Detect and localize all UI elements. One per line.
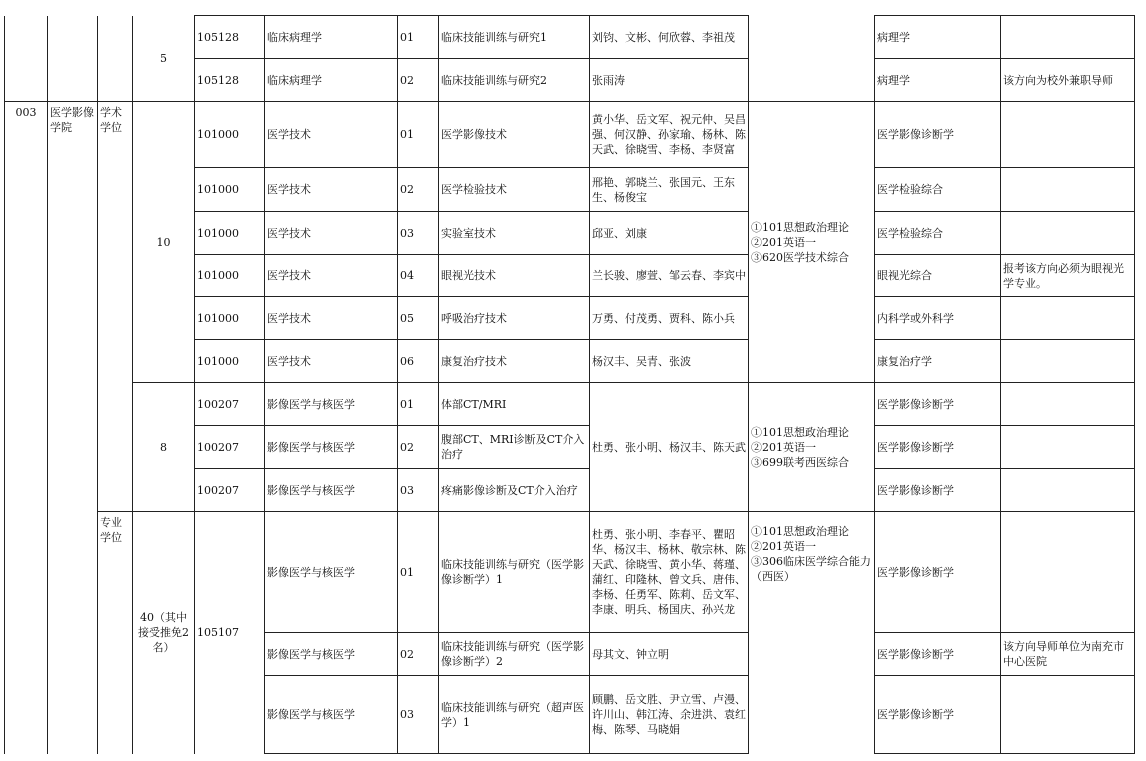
- direction-name: 临床技能训练与研究（超声医学）1: [439, 676, 590, 754]
- quota-cell: 10: [133, 102, 195, 383]
- tutors: 万勇、付茂勇、贾科、陈小兵: [590, 297, 749, 340]
- tutors: 邱亚、刘康: [590, 212, 749, 255]
- major-name: 医学技术: [265, 212, 398, 255]
- tutors: 杜勇、张小明、杨汉丰、陈天武: [590, 383, 749, 512]
- direction-name: 实验室技术: [439, 212, 590, 255]
- degree-type-academic: 学术学位: [98, 102, 133, 512]
- major-name: 影像医学与核医学: [265, 676, 398, 754]
- college-code-cell: [5, 16, 48, 102]
- direction-number: 03: [398, 212, 439, 255]
- note: [1001, 676, 1135, 754]
- retest-subject: 医学影像诊断学: [875, 676, 1001, 754]
- quota-cell: 40（其中接受推免2名）: [133, 512, 195, 754]
- major-name: 影像医学与核医学: [265, 383, 398, 426]
- enrollment-table: [4, 15, 1135, 754]
- tutors: 刘钧、文彬、何欣蓉、李祖茂: [590, 16, 749, 59]
- note: 报考该方向必须为眼视光学专业。: [1001, 255, 1135, 297]
- exam-subjects: ①101思想政治理论 ②201英语一 ③620医学技术综合: [749, 102, 875, 383]
- direction-name: 体部CT/MRI: [439, 383, 590, 426]
- exam-subjects: ①101思想政治理论 ②201英语一 ③699联考西医综合: [749, 383, 875, 512]
- note: 该方向为校外兼职导师: [1001, 59, 1135, 102]
- major-name: 医学技术: [265, 102, 398, 168]
- major-name: 医学技术: [265, 168, 398, 212]
- note: 该方向导师单位为南充市中心医院: [1001, 633, 1135, 676]
- college-name-cell: [48, 16, 98, 102]
- direction-number: 02: [398, 426, 439, 469]
- major-name: 临床病理学: [265, 16, 398, 59]
- direction-name: 临床技能训练与研究（医学影像诊断学）1: [439, 512, 590, 633]
- major-name: 影像医学与核医学: [265, 469, 398, 512]
- note: [1001, 168, 1135, 212]
- direction-name: 医学影像技术: [439, 102, 590, 168]
- major-name: 医学技术: [265, 340, 398, 383]
- tutors: 杨汉丰、吴青、张波: [590, 340, 749, 383]
- direction-number: 01: [398, 383, 439, 426]
- direction-number: 06: [398, 340, 439, 383]
- table-row: [5, 383, 1135, 426]
- retest-subject: 医学影像诊断学: [875, 383, 1001, 426]
- direction-number: 04: [398, 255, 439, 297]
- note: [1001, 340, 1135, 383]
- major-code: 101000: [195, 168, 265, 212]
- note: [1001, 102, 1135, 168]
- direction-number: 02: [398, 633, 439, 676]
- direction-number: 03: [398, 469, 439, 512]
- direction-number: 01: [398, 16, 439, 59]
- tutors: 邢艳、郭晓兰、张国元、王东生、杨俊宝: [590, 168, 749, 212]
- retest-subject: 医学检验综合: [875, 212, 1001, 255]
- quota-cell: 8: [133, 383, 195, 512]
- retest-subject: 病理学: [875, 16, 1001, 59]
- tutors: 兰长骏、廖萱、邹云春、李宾中: [590, 255, 749, 297]
- retest-subject: 医学影像诊断学: [875, 633, 1001, 676]
- major-code: 101000: [195, 340, 265, 383]
- major-name: 医学技术: [265, 297, 398, 340]
- note: [1001, 512, 1135, 633]
- direction-number: 02: [398, 59, 439, 102]
- direction-number: 05: [398, 297, 439, 340]
- table-row: [5, 16, 1135, 59]
- note: [1001, 383, 1135, 426]
- table-row: [5, 102, 1135, 168]
- direction-number: 01: [398, 102, 439, 168]
- retest-subject: 医学影像诊断学: [875, 426, 1001, 469]
- direction-number: 02: [398, 168, 439, 212]
- direction-name: 医学检验技术: [439, 168, 590, 212]
- retest-subject: 医学影像诊断学: [875, 102, 1001, 168]
- degree-type-professional: 专业学位: [98, 512, 133, 754]
- direction-name: 眼视光技术: [439, 255, 590, 297]
- major-code: 101000: [195, 102, 265, 168]
- tutors: 顾鹏、岳文胜、尹立雪、卢漫、许川山、韩江涛、余进洪、袁红梅、陈琴、马晓娟: [590, 676, 749, 754]
- major-code: 101000: [195, 297, 265, 340]
- direction-name: 康复治疗技术: [439, 340, 590, 383]
- major-name: 影像医学与核医学: [265, 426, 398, 469]
- exam-subjects: [749, 16, 875, 102]
- quota-cell: 5: [133, 16, 195, 102]
- major-name: 医学技术: [265, 255, 398, 297]
- major-code: 100207: [195, 469, 265, 512]
- retest-subject: 医学影像诊断学: [875, 512, 1001, 633]
- exam-subjects: ①101思想政治理论 ②201英语一 ③306临床医学综合能力（西医）: [749, 512, 875, 754]
- note: [1001, 426, 1135, 469]
- tutors: 黄小华、岳文军、祝元仲、吴昌强、何汉静、孙家瑜、杨林、陈天武、徐晓雪、李杨、李贤富: [590, 102, 749, 168]
- direction-number: 01: [398, 512, 439, 633]
- direction-name: 临床技能训练与研究（医学影像诊断学）2: [439, 633, 590, 676]
- direction-name: 腹部CT、MRI诊断及CT介入治疗: [439, 426, 590, 469]
- major-code: 101000: [195, 255, 265, 297]
- note: [1001, 297, 1135, 340]
- college-name: 医学影像学院: [48, 102, 98, 754]
- retest-subject: 康复治疗学: [875, 340, 1001, 383]
- major-code: 100207: [195, 426, 265, 469]
- direction-name: 呼吸治疗技术: [439, 297, 590, 340]
- major-code: 105107: [195, 512, 265, 754]
- note: [1001, 212, 1135, 255]
- degree-type-cell: [98, 16, 133, 102]
- major-code: 105128: [195, 59, 265, 102]
- major-code: 100207: [195, 383, 265, 426]
- direction-name: 临床技能训练与研究2: [439, 59, 590, 102]
- direction-number: 03: [398, 676, 439, 754]
- tutors: 母其文、钟立明: [590, 633, 749, 676]
- major-name: 临床病理学: [265, 59, 398, 102]
- retest-subject: 病理学: [875, 59, 1001, 102]
- retest-subject: 医学检验综合: [875, 168, 1001, 212]
- retest-subject: 眼视光综合: [875, 255, 1001, 297]
- major-name: 影像医学与核医学: [265, 633, 398, 676]
- note: [1001, 469, 1135, 512]
- retest-subject: 内科学或外科学: [875, 297, 1001, 340]
- retest-subject: 医学影像诊断学: [875, 469, 1001, 512]
- tutors: 张雨涛: [590, 59, 749, 102]
- note: [1001, 16, 1135, 59]
- direction-name: 疼痛影像诊断及CT介入治疗: [439, 469, 590, 512]
- tutors: 杜勇、张小明、李春平、瞿昭华、杨汉丰、杨林、敬宗林、陈天武、徐晓雪、黄小华、蒋瑾、蒲红、印隆林、曾文兵、唐伟、李杨、任勇军、陈莉、岳文军、李康、明兵、杨国庆、孙兴龙: [590, 512, 749, 633]
- direction-name: 临床技能训练与研究1: [439, 16, 590, 59]
- college-code: 003: [5, 102, 48, 754]
- major-code: 105128: [195, 16, 265, 59]
- major-name: 影像医学与核医学: [265, 512, 398, 633]
- major-code: 101000: [195, 212, 265, 255]
- table-row: [5, 512, 1135, 633]
